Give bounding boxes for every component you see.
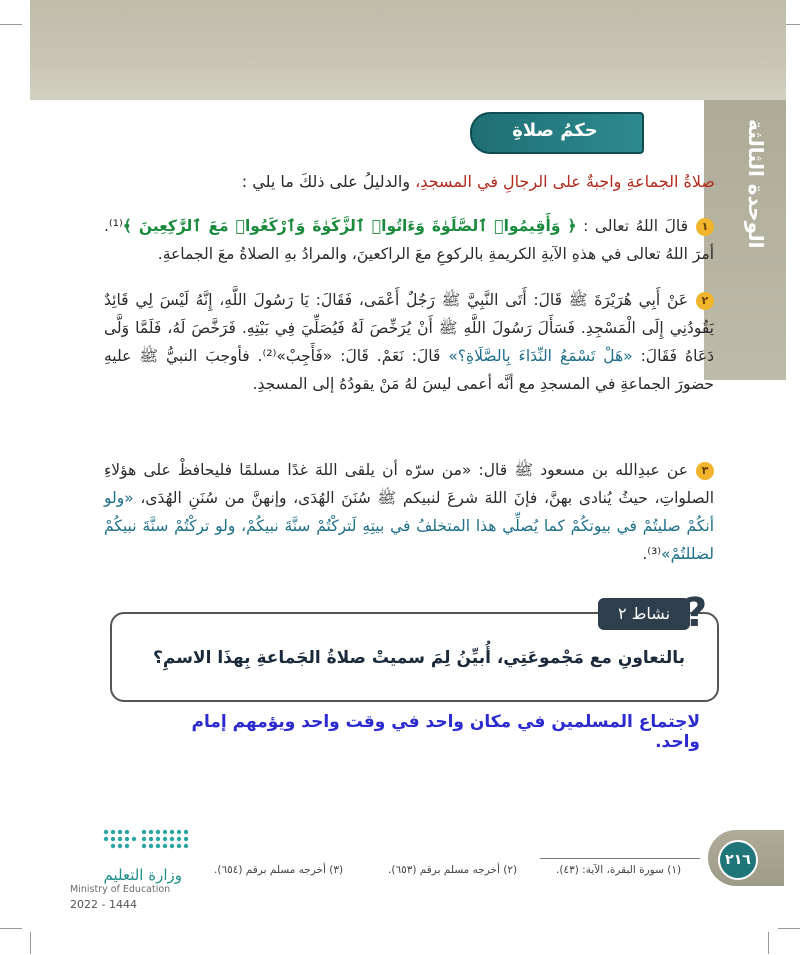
ministry-name-en: Ministry of Education — [70, 884, 171, 895]
intro-text — [160, 172, 715, 191]
evidence-item-1 — [104, 212, 714, 268]
intro-rest: والدليلُ على ذلكَ ما يلي : — [241, 172, 416, 191]
ministry-logo-icon — [100, 826, 196, 856]
edition-year: 2022 - 1444 — [70, 898, 137, 911]
item-text: ⁽³⁾. — [642, 545, 662, 563]
footnote-1: (١) سورة البقرة، الآية: (٤٣). — [556, 864, 682, 876]
question-mark-icon: ? — [684, 590, 708, 636]
activity-question: بالتعاونِ مع مَجْموعَتِي، أُبيِّنُ لِمَ سميتْ صلاةُ الجَماعةِ بِهذَا الاسمِ؟ — [153, 648, 685, 668]
item-text: قَالَ: نَعَمْ. قَالَ: «فَأَجِبْ»⁽²⁾. فأوجبَ النبيُّ ﷺ عليهِ حضورَ الجماعةِ في المسجدِ مع أنَّه أعمى ليسَ لهُ مَنْ يقودُهُ إلى المسجدِ. — [104, 347, 714, 393]
evidence-item-2 — [104, 286, 714, 398]
item-number-badge: ٢ — [696, 292, 714, 310]
activity-answer: لاجتماع المسلمين في مكان واحد في وقت واحد ويؤمهم إمام واحد. — [191, 712, 700, 752]
item-text: عَنْ أَبِي هُرَيْرَةَ ﷺ قَالَ: أَتَى النَّبِيَّ ﷺ رَجُلٌ أَعْمَى، فَقَالَ: يَا رَسُولَ اللَّهِ، إِنَّهُ لَيْسَ لِي قَائِدٌ يَقُودُنِي إِلَى الْمَسْجِدِ. فَسَأَلَ رَسُولَ اللَّهِ ﷺ أَنْ يُرَخِّصَ لَهُ فَيُصَلِّيَ فِي بَيْتِهِ. فَرَخَّصَ لَهُ، فَلَمَّا وَلَّى دَعَاهُ فَقَالَ: — [104, 291, 714, 365]
section-title: حكمُ صلاةِ الجماعة — [512, 120, 598, 175]
footnote-2: (٢) أخرجه مسلم برقم (٦٥٣). — [388, 864, 518, 876]
ministry-name-ar: وزارة التعليم — [103, 866, 182, 884]
crop-mark — [768, 932, 769, 954]
activity-label: نشاط ٢ — [598, 598, 690, 630]
item-text: عن عبدِالله بن مسعود ﷺ قال: «من سرّه أن يلقى اللهَ غدًا مسلمًا فليحافظْ على هؤلاءِ الصلواتِ، حيثُ يُنادى بهنَّ، فإنَ اللهَ شرعَ لنبيكم ﷺ سُنَنَ الهُدَى، وإنهنَّ من سُنَنِ الهُدَى، — [104, 461, 714, 507]
quran-verse: ﴿ وَأَقِيمُوا۟ ٱلصَّلَوٰةَ وَءَاتُوا۟ ٱلزَّكَوٰةَ وَٱرْكَعُوا۟ مَعَ ٱلرَّٰكِعِينَ ﴾ — [122, 217, 577, 235]
intro-highlight: صلاةُ الجماعةِ واجبةٌ على الرجالِ في المسجدِ، — [415, 172, 715, 191]
header-band — [30, 0, 786, 100]
hadith-quote: «ولو أنكُمْ صليتُمْ في بيوتكُمْ كما يُصلِّي هذا المتخلفُ في بيتِهِ لَتركْتُمْ سنَّةَ نبيكُمْ، ولو تركْتُمْ سنَّةَ نبيكُمْ لضللتُمْ» — [104, 489, 714, 563]
crop-mark — [30, 932, 31, 954]
footnote-divider — [540, 858, 700, 859]
evidence-item-3 — [104, 456, 714, 568]
item-number-badge: ٣ — [696, 462, 714, 480]
crop-mark — [0, 928, 22, 929]
crop-mark — [778, 928, 800, 929]
hadith-quote: «هَلْ تَسْمَعُ النِّدَاءَ بِالصَّلَاةِ؟» — [448, 347, 633, 365]
crop-mark — [0, 24, 22, 25]
item-number-badge: ١ — [696, 218, 714, 236]
item-text: قالَ اللهُ تعالى : — [576, 217, 689, 235]
unit-title: الوحدة الثالثة — [744, 119, 768, 249]
footnote-3: (٣) أخرجه مسلم برقم (٦٥٤). — [214, 864, 344, 876]
page-number: ٢١٦ — [718, 840, 758, 880]
item-text: ⁽¹⁾. أمرَ اللهُ تعالى في هذهِ الآيةِ الكريمةِ بالركوعِ معَ الراكعينَ، والمرادُ بهِ الصلاةُ معَ الجماعةِ. — [104, 217, 714, 263]
